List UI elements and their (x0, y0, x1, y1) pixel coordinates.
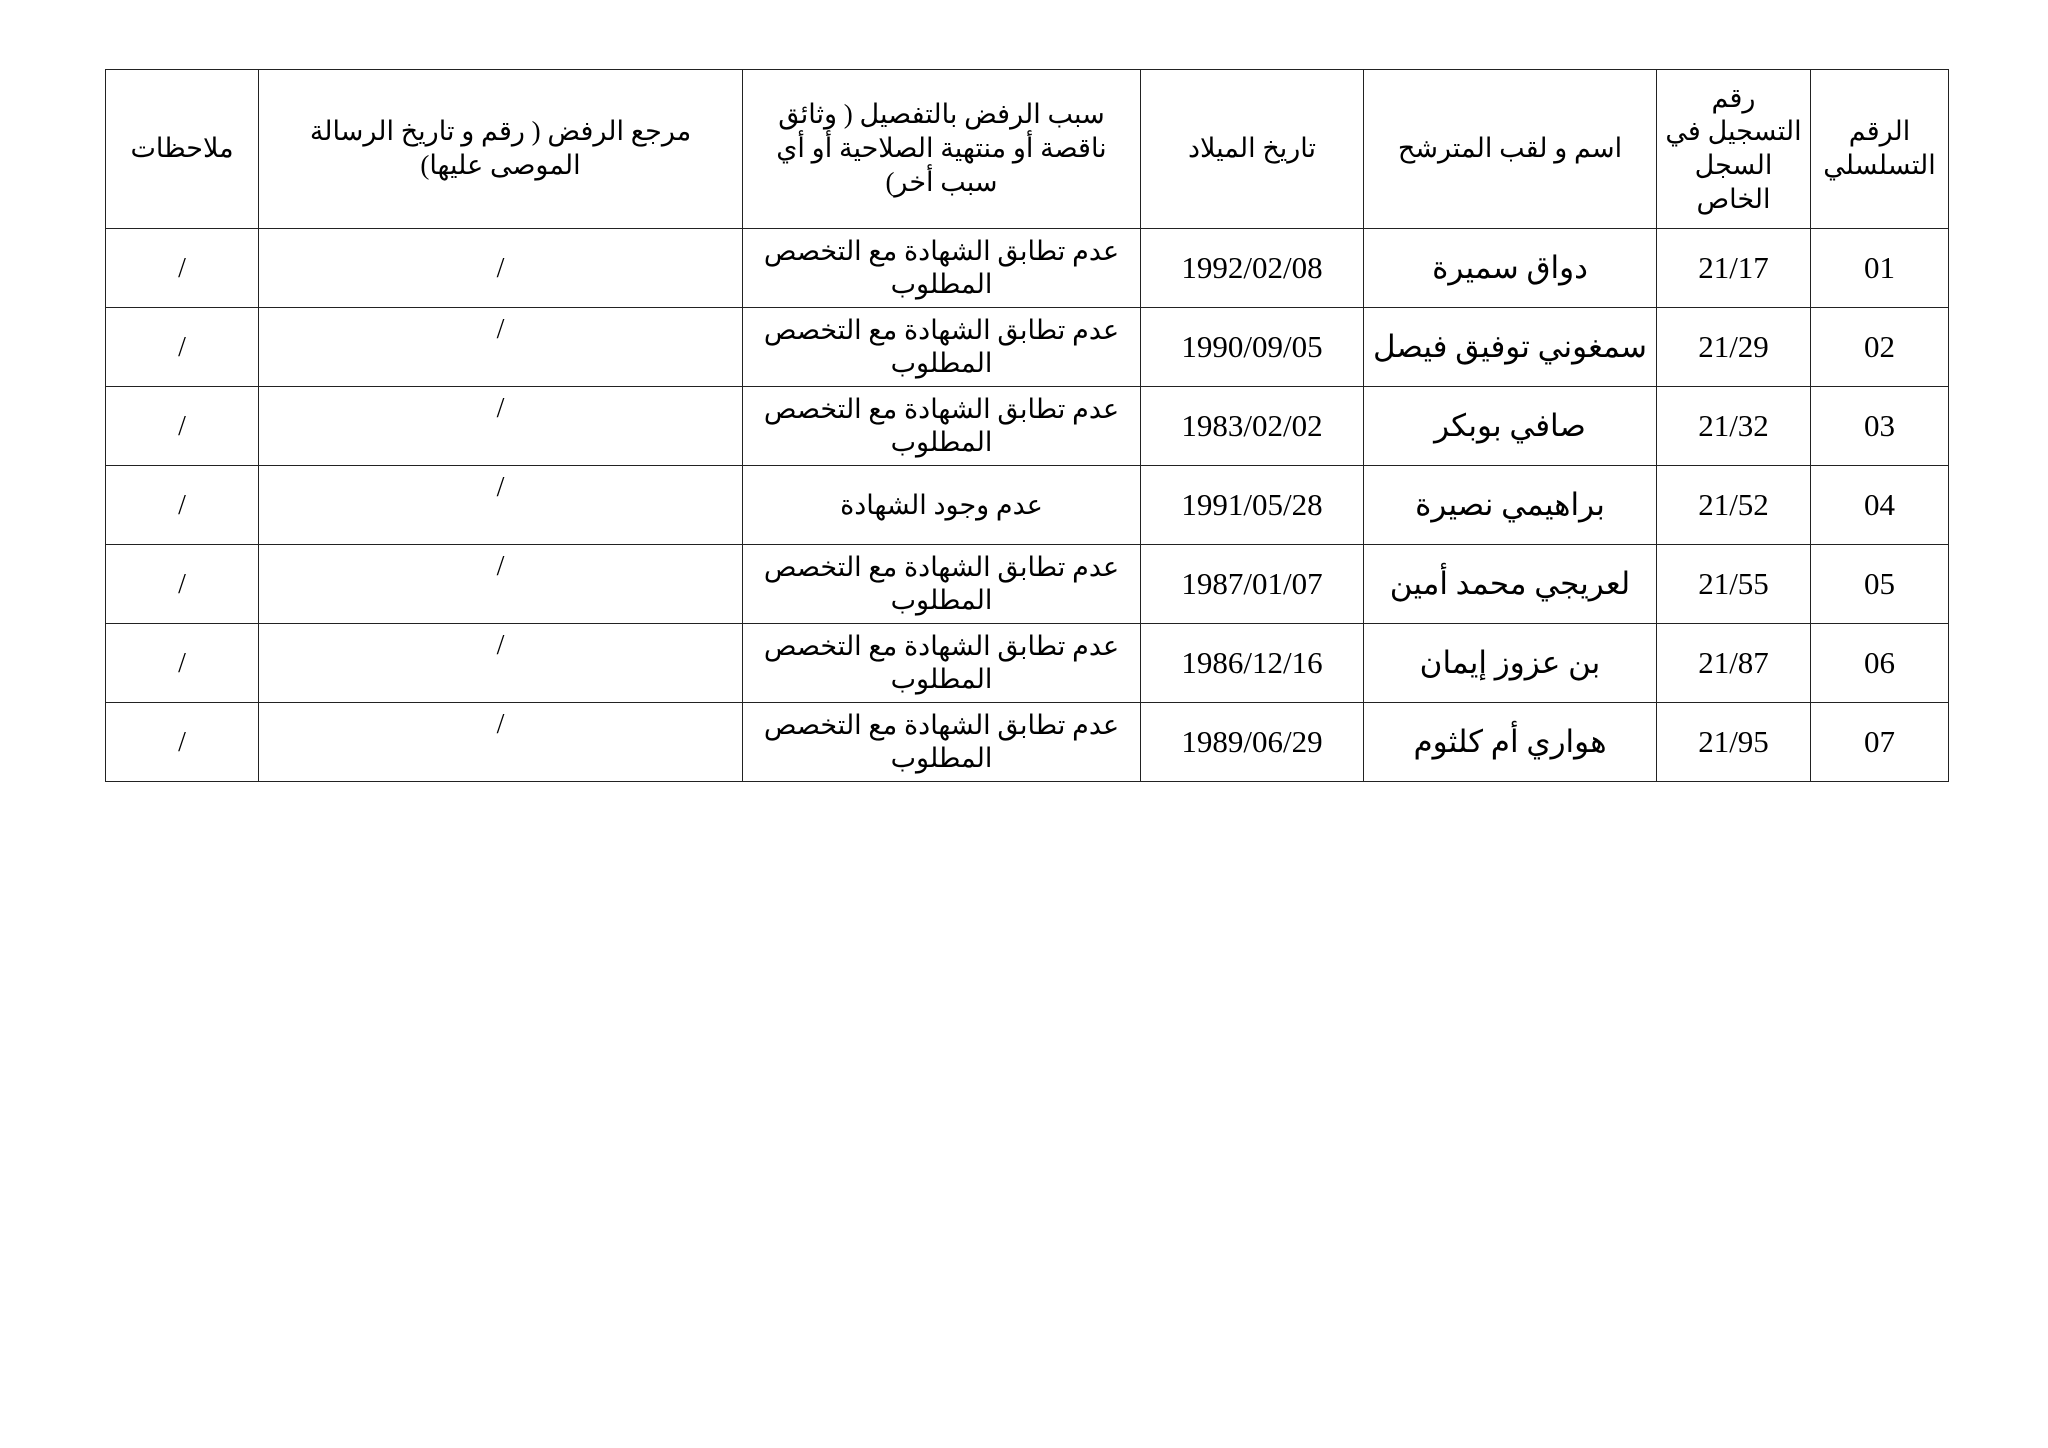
reference-value: / (496, 708, 505, 740)
cell-name: سمغوني توفيق فيصل (1364, 308, 1657, 387)
table-row (106, 703, 1949, 782)
reference-value: / (496, 313, 505, 345)
header-registration: رقم التسجيل في السجل الخاص (1657, 70, 1811, 229)
cell-rejection-reason: عدم تطابق الشهادة مع التخصص المطلوب (743, 624, 1141, 703)
cell-rejection-reference (259, 308, 743, 387)
cell-serial: 05 (1811, 545, 1949, 624)
header-birth-date: تاريخ الميلاد (1141, 70, 1364, 229)
cell-serial: 07 (1811, 703, 1949, 782)
cell-birth-date: 1991/05/28 (1141, 466, 1364, 545)
header-name: اسم و لقب المترشح (1364, 70, 1657, 229)
table-header-row (106, 70, 1949, 229)
cell-rejection-reference (259, 466, 743, 545)
rejected-candidates-table (105, 69, 1949, 782)
table-row (106, 308, 1949, 387)
cell-name: براهيمي نصيرة (1364, 466, 1657, 545)
cell-rejection-reference (259, 387, 743, 466)
cell-name: لعريجي محمد أمين (1364, 545, 1657, 624)
cell-birth-date: 1990/09/05 (1141, 308, 1364, 387)
cell-birth-date: 1986/12/16 (1141, 624, 1364, 703)
cell-name: دواق سميرة (1364, 229, 1657, 308)
cell-rejection-reason: عدم تطابق الشهادة مع التخصص المطلوب (743, 308, 1141, 387)
cell-notes: / (106, 308, 259, 387)
cell-notes: / (106, 466, 259, 545)
cell-rejection-reference (259, 229, 743, 308)
cell-rejection-reference (259, 545, 743, 624)
cell-rejection-reference (259, 703, 743, 782)
cell-registration: 21/87 (1657, 624, 1811, 703)
cell-rejection-reason: عدم تطابق الشهادة مع التخصص المطلوب (743, 545, 1141, 624)
cell-notes: / (106, 703, 259, 782)
header-rejection-reference: مرجع الرفض ( رقم و تاريخ الرسالة الموصى عليها) (259, 70, 743, 229)
cell-registration: 21/55 (1657, 545, 1811, 624)
cell-rejection-reason: عدم وجود الشهادة (743, 466, 1141, 545)
cell-birth-date: 1983/02/02 (1141, 387, 1364, 466)
cell-registration: 21/17 (1657, 229, 1811, 308)
cell-serial: 02 (1811, 308, 1949, 387)
table-row (106, 229, 1949, 308)
table-row (106, 466, 1949, 545)
table-row (106, 545, 1949, 624)
cell-serial: 01 (1811, 229, 1949, 308)
table-row (106, 624, 1949, 703)
cell-birth-date: 1989/06/29 (1141, 703, 1364, 782)
reference-value: / (496, 550, 505, 582)
cell-rejection-reason: عدم تطابق الشهادة مع التخصص المطلوب (743, 229, 1141, 308)
cell-notes: / (106, 624, 259, 703)
reference-value: / (496, 392, 505, 424)
cell-notes: / (106, 545, 259, 624)
cell-birth-date: 1992/02/08 (1141, 229, 1364, 308)
cell-registration: 21/32 (1657, 387, 1811, 466)
reference-value: / (496, 471, 505, 503)
cell-rejection-reason: عدم تطابق الشهادة مع التخصص المطلوب (743, 703, 1141, 782)
table-row (106, 387, 1949, 466)
cell-serial: 06 (1811, 624, 1949, 703)
header-serial: الرقم التسلسلي (1811, 70, 1949, 229)
reference-value: / (496, 252, 505, 284)
cell-birth-date: 1987/01/07 (1141, 545, 1364, 624)
cell-registration: 21/29 (1657, 308, 1811, 387)
cell-notes: / (106, 387, 259, 466)
cell-name: بن عزوز إيمان (1364, 624, 1657, 703)
cell-registration: 21/52 (1657, 466, 1811, 545)
cell-serial: 03 (1811, 387, 1949, 466)
reference-value: / (496, 629, 505, 661)
cell-notes: / (106, 229, 259, 308)
cell-rejection-reference (259, 624, 743, 703)
cell-rejection-reason: عدم تطابق الشهادة مع التخصص المطلوب (743, 387, 1141, 466)
cell-name: هواري أم كلثوم (1364, 703, 1657, 782)
header-notes: ملاحظات (106, 70, 259, 229)
cell-registration: 21/95 (1657, 703, 1811, 782)
cell-name: صافي بوبكر (1364, 387, 1657, 466)
header-rejection-reason: سبب الرفض بالتفصيل ( وثائق ناقصة أو منتهية الصلاحية أو أي سبب أخر) (743, 70, 1141, 229)
cell-serial: 04 (1811, 466, 1949, 545)
